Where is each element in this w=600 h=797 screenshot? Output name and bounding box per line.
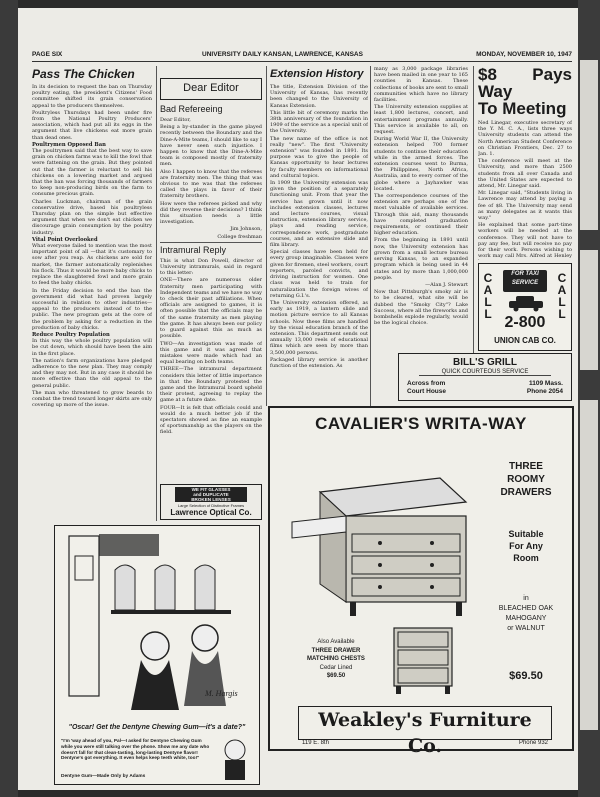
optical-line3: BROKEN LENSES	[191, 497, 231, 502]
column-extension-history	[270, 66, 368, 404]
dentyne-footer: Dentyne Gum—Made Only by Adams	[61, 774, 146, 779]
cab-tagline1: FOR TAXI	[511, 271, 539, 277]
paragraph: Special classes have been held for every group imaginable. Classes were given for firemen, steel workers, court reporters, paroled convicts, and driving instruction for women. One class was held to train for naturalization the foreign wives of returning G.I.'s.	[270, 249, 368, 299]
desk-price: $69.50	[509, 670, 543, 682]
paragraph: Charles Luckman, chairman of the grain conservative drive, based his poultryless Thursday plan on the simple but effective argument that when we don't eat chicken we discourage grain consumption by the poultry industry.	[32, 198, 152, 236]
adjacent-page-strip	[578, 0, 600, 797]
paragraph: Mr. Linegar said, "Students living in Lawrence may attend by paying a fee of $8. The University may send as many delegates as it wants this way."	[478, 190, 572, 222]
chest-price: $69.50	[326, 673, 346, 679]
paragraph: The correspondence courses of the extension are perhaps one of the most valuable of available services. Through this aid, many thousands have completed graduation requirements, or continued their higher education.	[374, 193, 468, 237]
cab-number: 2-800	[504, 314, 546, 331]
paragraph: In the Friday decision to end the ban the government did what had proven largely successful in relation to other industries—appeal to the producers instead of to the public. The new program gets at the core of the problem by asking for a reduction in the production of baby chicks.	[32, 287, 152, 331]
paragraph: How were the referees picked and why did they reverse their decisions? I think this situation needs a little investigation.	[160, 200, 262, 226]
column-rule	[156, 66, 157, 521]
paragraph: THREE—The intramural department considers this letter of little importance in that the Boundary protested the game and the Intramural board upheld their protest, agreeing to replay the game at a future date.	[160, 366, 262, 404]
page-header	[32, 50, 572, 62]
paragraph: ONE—There are numerous older fraternity men participating with Independent teams and we have no way to check their past affiliations. When officials are assigned to games, it is often possible that the officials may be of the same fraternity as men playing the game. It has always been our policy to guard against this as much as possible.	[160, 277, 262, 340]
paragraph: He explained that some part-time workers will be needed at the conference. They will not have to pay any fee, but will receive no pay for their work. Persons wishing to work may call Mrs. Alfred at Henley	[478, 222, 572, 260]
column-rule	[370, 66, 371, 406]
letter-title: Bad Refereeing	[160, 104, 223, 114]
cab-call-right: CALL	[557, 271, 567, 321]
subhead: Vital Point Overlooked	[32, 236, 98, 243]
paragraph: The University extension offered, as early as 1919, a lantern slide and motion picture service to all Kansas schools. Now these films are handled by the visual education branch of the extension. This department sends out annually 13,000 reels of educational films which are seen by more than 3,500,000 persons.	[270, 299, 368, 356]
paragraph: The poultrymen said that the best way to save grain on chicken farms was to kill the fowl that were fattening on the grain. But they pointed out that the farmer is reluctant to sell his chickens on a lowering market and argued that the ban was forcing thousands of farmers to keep non-producing birds on the farm to consume precious grain.	[32, 148, 152, 198]
also-line2: THREE DRAWER	[311, 647, 361, 654]
column-dear-editor	[160, 104, 262, 480]
grill-location1: Across from	[407, 380, 446, 387]
finish-in: in	[523, 595, 529, 602]
signature-title: College freshman	[217, 233, 262, 240]
paragraph: The nation's farm organizations have pledged adherence to the new plan. They may comply and they may not. But in any case it should be more effective than the old appeal to the general public.	[32, 357, 152, 389]
cab-tagline2: SERVICE	[511, 280, 539, 286]
finish-option-2: MAHOGANY	[505, 615, 547, 622]
also-line3: MATCHING CHESTS	[307, 656, 365, 662]
paragraph: Being a by-stander in the game played recently between the Boundary and the Dine-A-Mite teams, I should like to say I have never seen such injustice. I happen to know that the Dine-A-Mite team is composed mostly of fraternity men.	[160, 124, 262, 168]
byline: —Alan J. Stewart	[425, 281, 468, 288]
paragraph: From the beginning in 1891 until now, the University extension has grown from a small lecture bureau serving Kansas, to an expanded program which is being used in 44 states and by more than 1,000,000 people.	[374, 237, 468, 281]
paragraph: Now that Pittsburgh's smoky air is to be cleared, what site will be dubbed the "Smoky City"? Lake Success, where all the fireworks and bombshells explode regularly, would be the logical choice.	[374, 289, 468, 327]
dear-editor-title: Dear Editor	[183, 82, 239, 94]
headline-extension-history: Extension History	[270, 68, 364, 80]
paragraph: In this way the whole poultry population will be cut down, which should have been the aim in the first place.	[32, 338, 152, 357]
paragraph: The University extension supplies at least 1,800 lectures, concert, and entertainment programs annually. This service is available to all, on request.	[374, 104, 468, 136]
dentyne-body: "I'm 'way ahead of you, Pal—I asked for Dentyne Chewing Gum while you were still talking over the phone. Show me any date who doesn't fall for that clean-tasting, long-lasting Dentyne flavor! Dentyne's got everything. It even helps keep teeth white, too!"	[61, 738, 210, 761]
paragraph: The man who threatened to grow beards to combat the trend toward longer skirts are only covering up more of the issue.	[32, 389, 152, 409]
paragraph: The new name of the office is not really "new". The first "University extension" was founded in 1891. Its purpose was to give the people of Kansas opportunity to hear lectures by faculty members on informational and cultural topics.	[270, 135, 368, 179]
column-extension-history-cont	[374, 66, 468, 350]
cavalier-line1: THREE	[509, 461, 543, 472]
dentyne-gum-ad	[54, 525, 260, 785]
union-cab-ad	[478, 263, 572, 351]
column-pays-way	[478, 66, 572, 260]
paragraph: During World War II, the University extension helped 700 former students to continue their education while in the armed forces. The extension courses went to Burma, the Philippines, North Africa, Australia, and to every corner of the globe where a Jayhawker was located.	[374, 136, 468, 192]
also-line4: Cedar Lined	[319, 664, 353, 671]
paragraph: FOUR—It is felt that officials could and would do a much better job if the spectators showed as fine an example of sportsmanship as the players on the field.	[160, 404, 262, 436]
store-phone: Phone 932	[518, 740, 548, 746]
finish-option-1: BLEACHED OAK	[498, 605, 554, 612]
suitable-line2: For Any	[509, 541, 543, 551]
optical-line2: and DUPLICATE	[193, 492, 229, 497]
store-address: 119 E. 8th	[302, 740, 329, 746]
grill-location2: Court House	[407, 387, 446, 395]
optical-name: Lawrence Optical Co.	[170, 508, 252, 517]
column-rule	[473, 66, 474, 354]
signature: Jim Johnson,	[230, 226, 262, 233]
paragraph: In 1909 the University extension was given the position of a separately functioning unit. From that year the service has grown until it now includes extension classes, lectures and lecture courses, visual instruction, extension library service, plays and reading service, correspondence work, postgraduate courses, and an extensive slide and film library.	[270, 180, 368, 249]
dear-editor-box	[160, 78, 262, 100]
writing-desk-illustration	[290, 472, 476, 622]
paragraph: TWO—An investigation was made of this game and it was agreed that mistakes were made which had an equal bearing on both teams.	[160, 340, 262, 366]
paragraph: This is what Don Powell, director of University intramurals, said in regard to this letter:	[160, 257, 262, 277]
suitable-line1: Suitable	[508, 529, 544, 539]
finish-option-3: or WALNUT	[507, 625, 545, 632]
lawrence-optical-ad	[160, 484, 262, 520]
grill-phone: Phone 2054	[526, 387, 563, 395]
page-label: PAGE SIX	[32, 51, 63, 58]
weakleys-store-name: Weakley's Furniture Co.	[298, 706, 552, 740]
scan-left-edge	[0, 0, 18, 797]
also-available: Also Available	[317, 639, 355, 645]
headline-pass-the-chicken: Pass The Chicken	[32, 67, 135, 81]
paragraph: Ned Linegar, executive secretary of the Y. M. C. A., lists three ways University students can attend the North American Student Conference on Christian Frontiers, Dec. 27 to Jan. 1.	[478, 120, 572, 158]
paragraph: What everyone failed to mention was the most important point of all —that it's customary to sow after you reap. As chickens are sold for market, the farmer automatically replenishes his flock. Thus it would be more baby chicks to replace the slaughtered fowl and more grain to feed the baby chicks.	[32, 243, 152, 287]
taxi-sign-icon	[503, 270, 547, 292]
cavalier-line2: ROOMY	[507, 474, 545, 485]
column-pass-the-chicken	[32, 66, 152, 518]
paragraph: many as 3,000 package libraries have been mailed in one year to 165 counties in Kansas. These collections of books are sent to small communities which have no library facilities.	[374, 66, 468, 104]
paragraph: This little bit of ceremony marks the 38th anniversary of the foundation in 1909 of the service as a special unit of the University.	[270, 109, 368, 135]
grill-address: 1109 Mass.	[529, 380, 563, 387]
suitable-line3: Room	[513, 553, 539, 563]
headline-pays-line1: $8 Pays Way	[478, 66, 572, 101]
optical-line4: Large Selection of Distinctive Frames	[177, 503, 245, 508]
bills-grill-ad	[398, 353, 572, 401]
issue-date: MONDAY, NOVEMBER 10, 1947	[476, 51, 572, 58]
subhead: Reduce Poultry Population	[32, 331, 110, 338]
paragraph: Packaged library service is another function of the extension. As	[270, 356, 368, 369]
grill-tagline: QUICK COURTEOUS SERVICE	[419, 369, 551, 376]
salutation: Dear Editor,	[160, 117, 191, 123]
reply-title: Intramural Reply	[160, 242, 262, 256]
paragraph: Also I happen to know that the referees are fraternity men. The thing that was obvious to me was that the referees called the plays in favor of their fraternity brothers.	[160, 168, 262, 200]
matching-chest-illustration	[388, 622, 458, 696]
dentyne-cartoon-illustration	[55, 526, 259, 722]
headline-pays-line2: To Meeting	[478, 99, 567, 118]
column-rule	[266, 66, 267, 406]
paragraph: In its decision to request the ban on Thursday poultry eating, the president's Citizens' Food committee shifted its grain conservation appeal to the producers themselves.	[32, 84, 152, 109]
paragraph: The title, Extension Division of the University of Kansas, has recently been changed to the University of Kansas Extension.	[270, 84, 368, 109]
paper-title: UNIVERSITY DAILY KANSAN, LAWRENCE, KANSAS	[202, 51, 363, 58]
subhead: Poultrymen Opposed Ban	[32, 141, 106, 148]
optical-line1: WE FIT GLASSES	[191, 487, 231, 492]
paragraph: Poultryless Thursdays had been under fire from the National Poultry Producers' association, which had put all its eggs in the argument that live chickens eat more grain than dead ones.	[32, 109, 152, 141]
cavalier-line3: DRAWERS	[500, 487, 552, 498]
paragraph: The conference will meet at the University, and more than 2500 students from all over Canada and the United States are expected to attend, Mr. Linegar said.	[478, 158, 572, 190]
cab-call-left: CALL	[483, 271, 493, 321]
cab-name: UNION CAB CO.	[494, 336, 556, 345]
cavalier-title: CAVALIER'S WRITA-WAY	[315, 414, 527, 433]
dentyne-caption: "Oscar! Get the Dentyne Chewing Gum—it's a date?"	[68, 724, 246, 731]
dentyne-mascot-icon	[215, 736, 255, 782]
svg-text:M. Hargis: M. Hargis	[205, 689, 238, 698]
weakleys-furniture-ad	[268, 406, 574, 757]
grill-name: BILL'S GRILL	[452, 357, 518, 368]
newspaper-page	[18, 8, 578, 790]
taxi-car-icon	[507, 294, 545, 312]
